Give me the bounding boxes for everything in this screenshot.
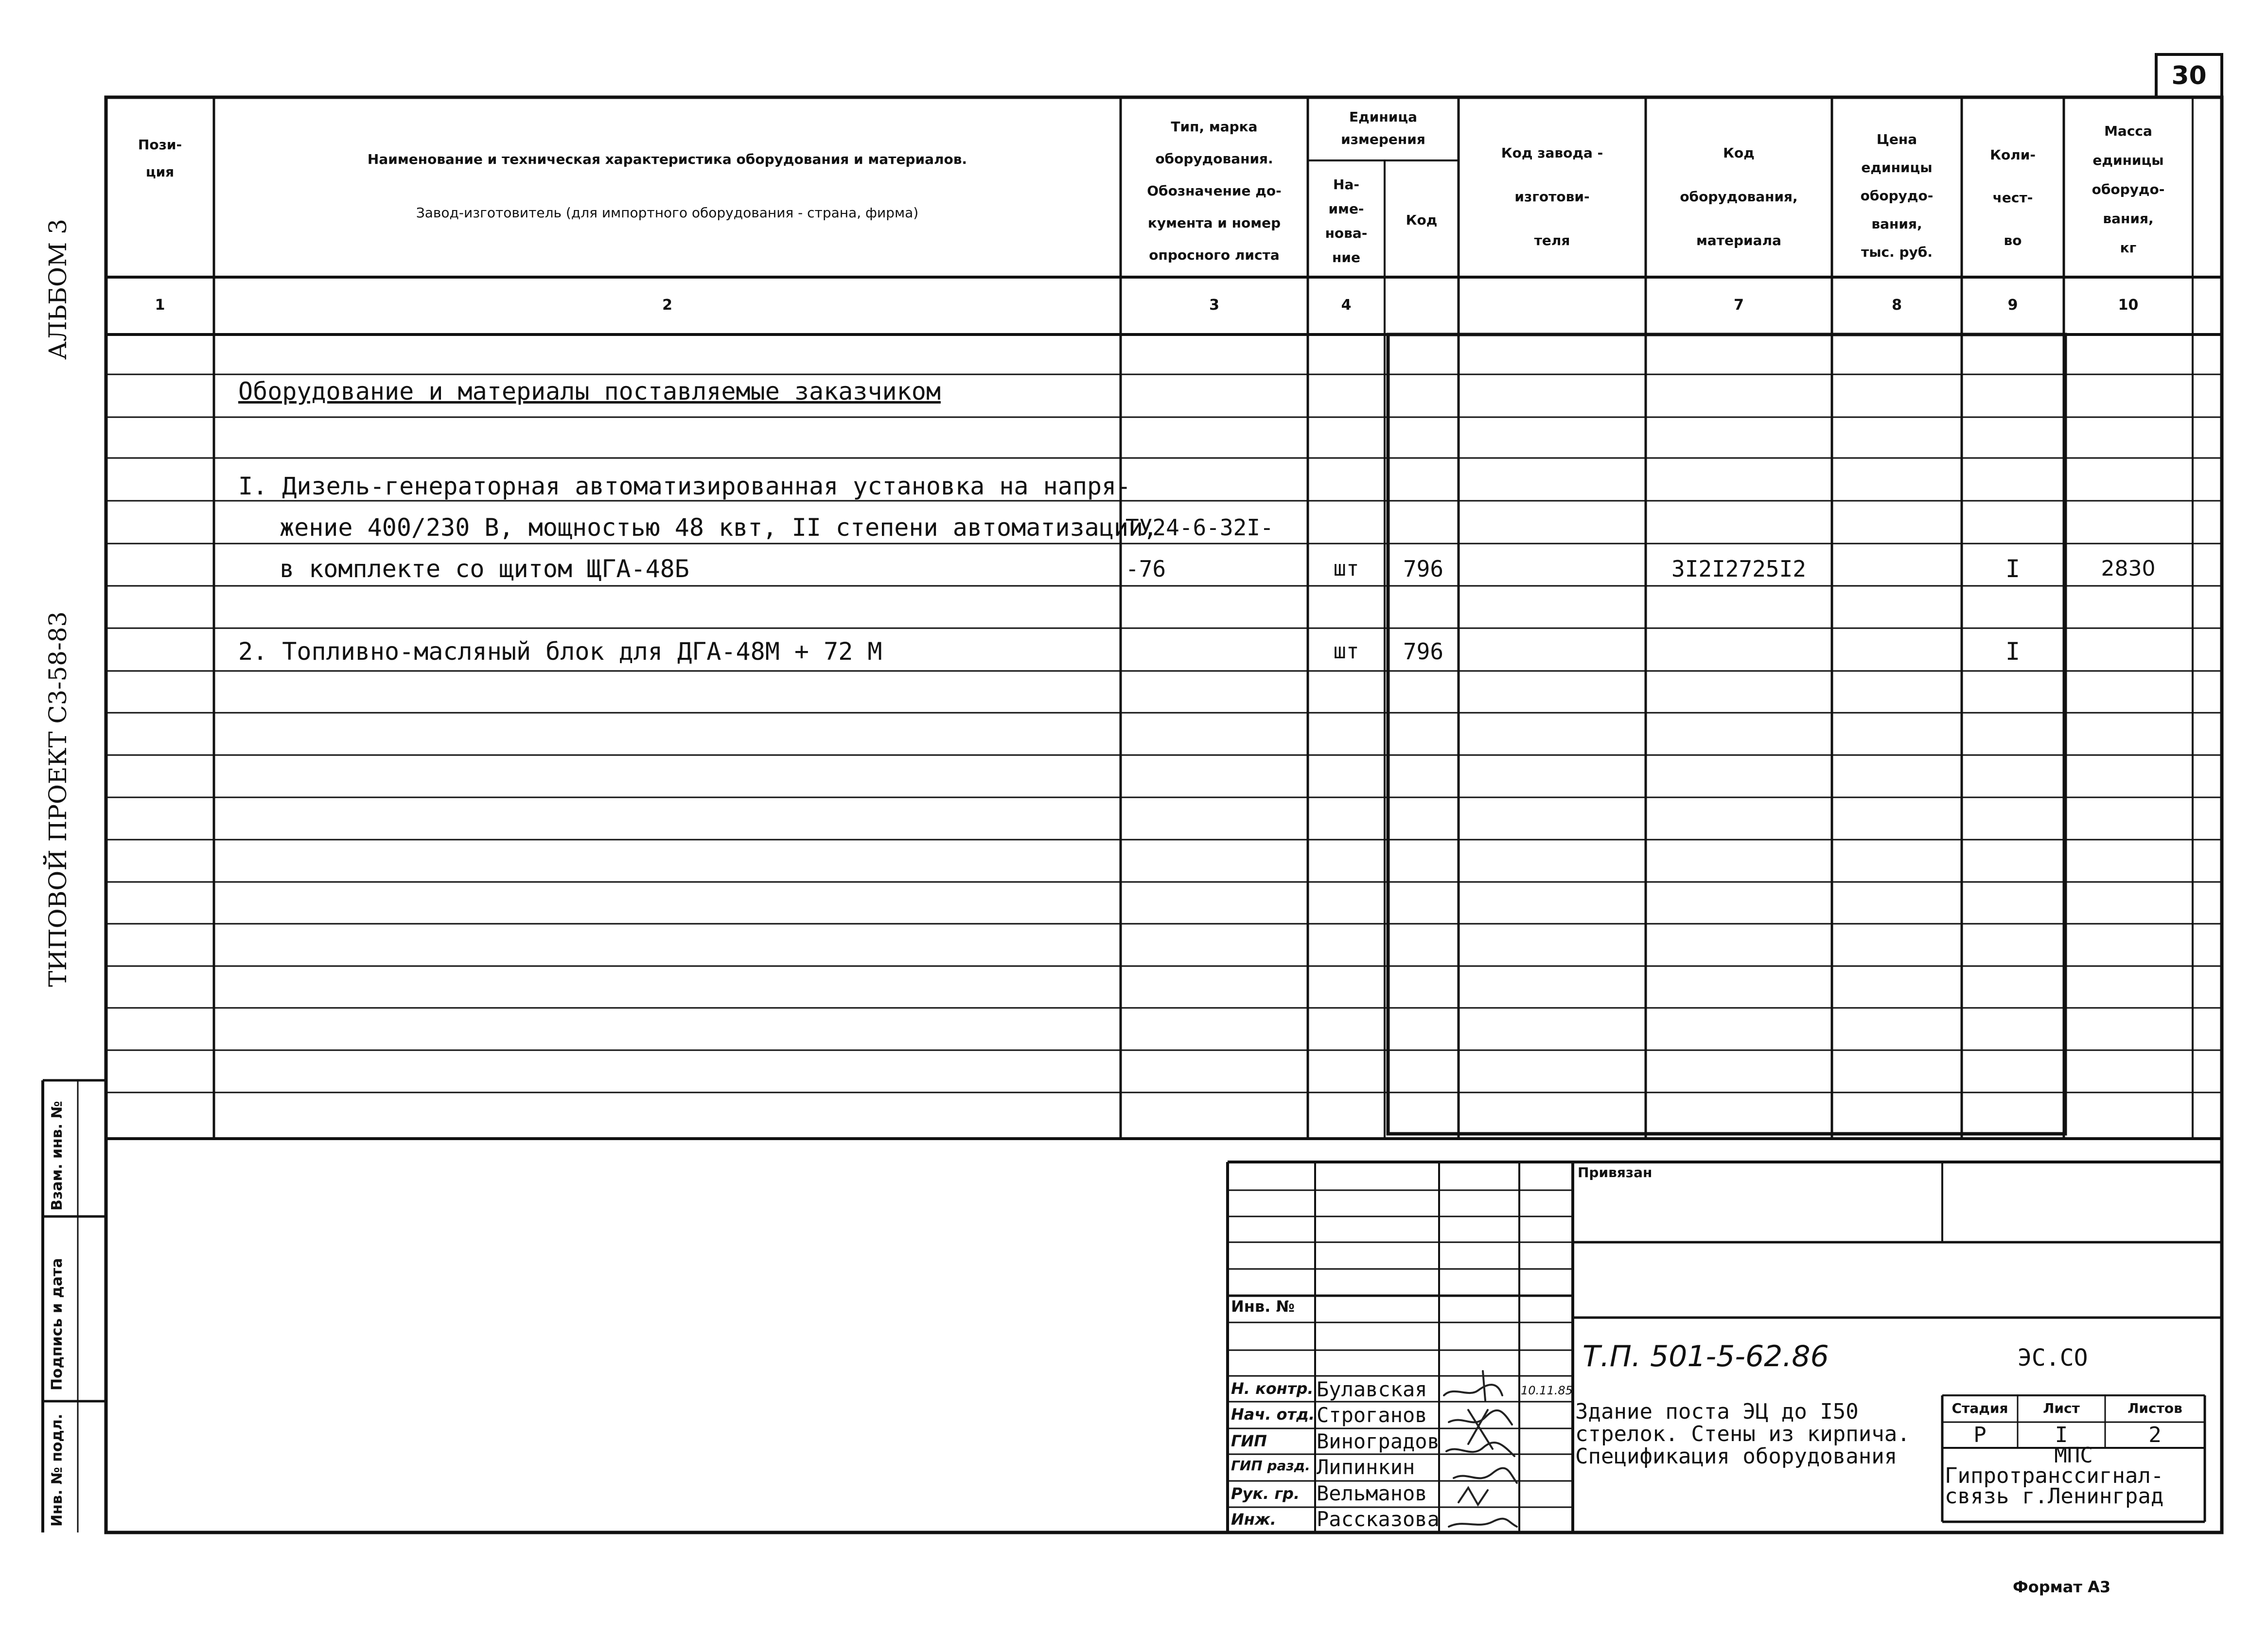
header-position: Пози- ция xyxy=(138,137,182,180)
title-line-2: стрелок. Стены из кирпича. xyxy=(1575,1422,1910,1446)
column-number-8: 8 xyxy=(1892,297,1902,314)
header-equipment-code: Код оборудования, материала xyxy=(1680,145,1798,248)
org-line-1: МПС xyxy=(2054,1443,2093,1468)
column-number-7: 7 xyxy=(1734,297,1744,314)
sig-name-6: Рассказова xyxy=(1317,1507,1440,1531)
sig-name-4: Липинкин xyxy=(1317,1455,1415,1479)
column-number-1: 1 xyxy=(155,297,165,314)
item2-unit: шт xyxy=(1333,639,1359,664)
sig-role-4: ГИП разд. xyxy=(1231,1458,1310,1474)
item1-description-line2: жение 400/230 В, мощностью 48 квт, II степени автоматизации, xyxy=(280,513,1158,542)
item1-document-line2: -76 xyxy=(1125,556,1166,582)
section-title: Оборудование и материалы поставляемые заказчиком xyxy=(238,377,941,405)
item2-description: 2. Топливно-масляный блок для ДГА-48М + 72 М xyxy=(238,637,882,666)
header-type-mark: Тип, марка оборудования. Обозначение до- кумента и номер опросного листа xyxy=(1147,119,1282,263)
header-unit-group: Единица измерения xyxy=(1341,109,1425,147)
stamp-orig-inv: Инв. № подл. xyxy=(49,1413,66,1527)
header-unit-price: Цена единицы оборудо- вания, тыс. руб. xyxy=(1860,131,1934,260)
header-manufacturer: Завод-изготовитель (для импортного оборудования - страна, фирма) xyxy=(416,205,919,221)
sig-date-1: 10.11.85 xyxy=(1521,1384,1573,1397)
sig-role-6: Инж. xyxy=(1231,1510,1276,1529)
inv-no-label: Инв. № xyxy=(1231,1297,1295,1316)
privyazan-label: Привязан xyxy=(1578,1164,1653,1180)
sig-name-5: Вельманов xyxy=(1317,1481,1427,1505)
sig-role-3: ГИП xyxy=(1231,1432,1267,1450)
item1-unit: шт xyxy=(1333,556,1359,581)
sig-name-3: Виноградов xyxy=(1317,1429,1440,1453)
column-number-9: 9 xyxy=(2007,297,2018,314)
sig-name-1: Булавская xyxy=(1317,1377,1427,1401)
column-number-2: 2 xyxy=(662,297,672,314)
sheet-code: ЭС.СО xyxy=(2018,1344,2088,1372)
header-unit-name: На- име- нова- ние xyxy=(1325,176,1368,265)
org-line-3: связь г.Ленинград xyxy=(1945,1484,2164,1509)
item1-equipment-code: 3I2I2725I2 xyxy=(1671,556,1806,582)
item1-document-line1: ТУ24-6-32I- xyxy=(1125,514,1274,541)
sig-role-5: Рук. гр. xyxy=(1231,1484,1300,1503)
stage-label: Стадия xyxy=(1952,1400,2008,1416)
item1-description-line1: I. Дизель-генераторная автоматизированная установка на напря- xyxy=(238,472,1131,500)
title-line-1: Здание поста ЭЦ до I50 xyxy=(1575,1399,1859,1424)
sig-name-2: Строганов xyxy=(1317,1403,1427,1427)
column-number-10: 10 xyxy=(2118,297,2139,314)
sig-role-2: Нач. отд. xyxy=(1231,1405,1315,1424)
sheets-label: Листов xyxy=(2127,1400,2182,1416)
format-label: Формат А3 xyxy=(2013,1578,2111,1596)
doc-code: Т.П. 501-5-62.86 xyxy=(1582,1339,1829,1373)
stage-value: Р xyxy=(1973,1423,1987,1447)
sig-role-1: Н. контр. xyxy=(1231,1379,1314,1398)
album-label: АЛЬБОМ 3 xyxy=(44,219,72,360)
title-line-3: Спецификация оборудования xyxy=(1575,1444,1898,1469)
header-factory-code: Код завода - изготови- теля xyxy=(1501,145,1603,248)
sheet-value: I xyxy=(2055,1423,2068,1447)
handwritten-signatures xyxy=(1439,1361,1522,1531)
header-name: Наименование и техническая характеристика оборудования и материалов. xyxy=(367,151,967,167)
item1-mass: 2830 xyxy=(2101,556,2156,581)
item2-quantity: I xyxy=(2005,637,2021,666)
column-number-4: 4 xyxy=(1341,297,1352,314)
sheet-label: Лист xyxy=(2043,1400,2080,1416)
header-unit-code: Код xyxy=(1406,212,1438,228)
item1-unit-code: 796 xyxy=(1403,556,1444,582)
stamp-replaced-inv: Взам. инв. № xyxy=(49,1101,66,1211)
org-line-2: Гипротранссигнал- xyxy=(1945,1463,2164,1488)
header-quantity: Коли- чест- во xyxy=(1990,147,2036,248)
item2-unit-code: 796 xyxy=(1403,638,1444,665)
header-unit-mass: Масса единицы оборудо- вания, кг xyxy=(2092,123,2165,256)
item1-description-line3: в комплекте со щитом ЩГА-48Б xyxy=(280,555,689,583)
column-number-3: 3 xyxy=(1209,297,1219,314)
stamp-signature-date: Подпись и дата xyxy=(49,1258,66,1391)
sheets-value: 2 xyxy=(2148,1423,2162,1447)
sheet-number: 30 xyxy=(2171,61,2207,90)
item1-quantity: I xyxy=(2005,555,2021,583)
project-label: ТИПОВОЙ ПРОЕКТ С3-58-83 xyxy=(44,611,72,987)
